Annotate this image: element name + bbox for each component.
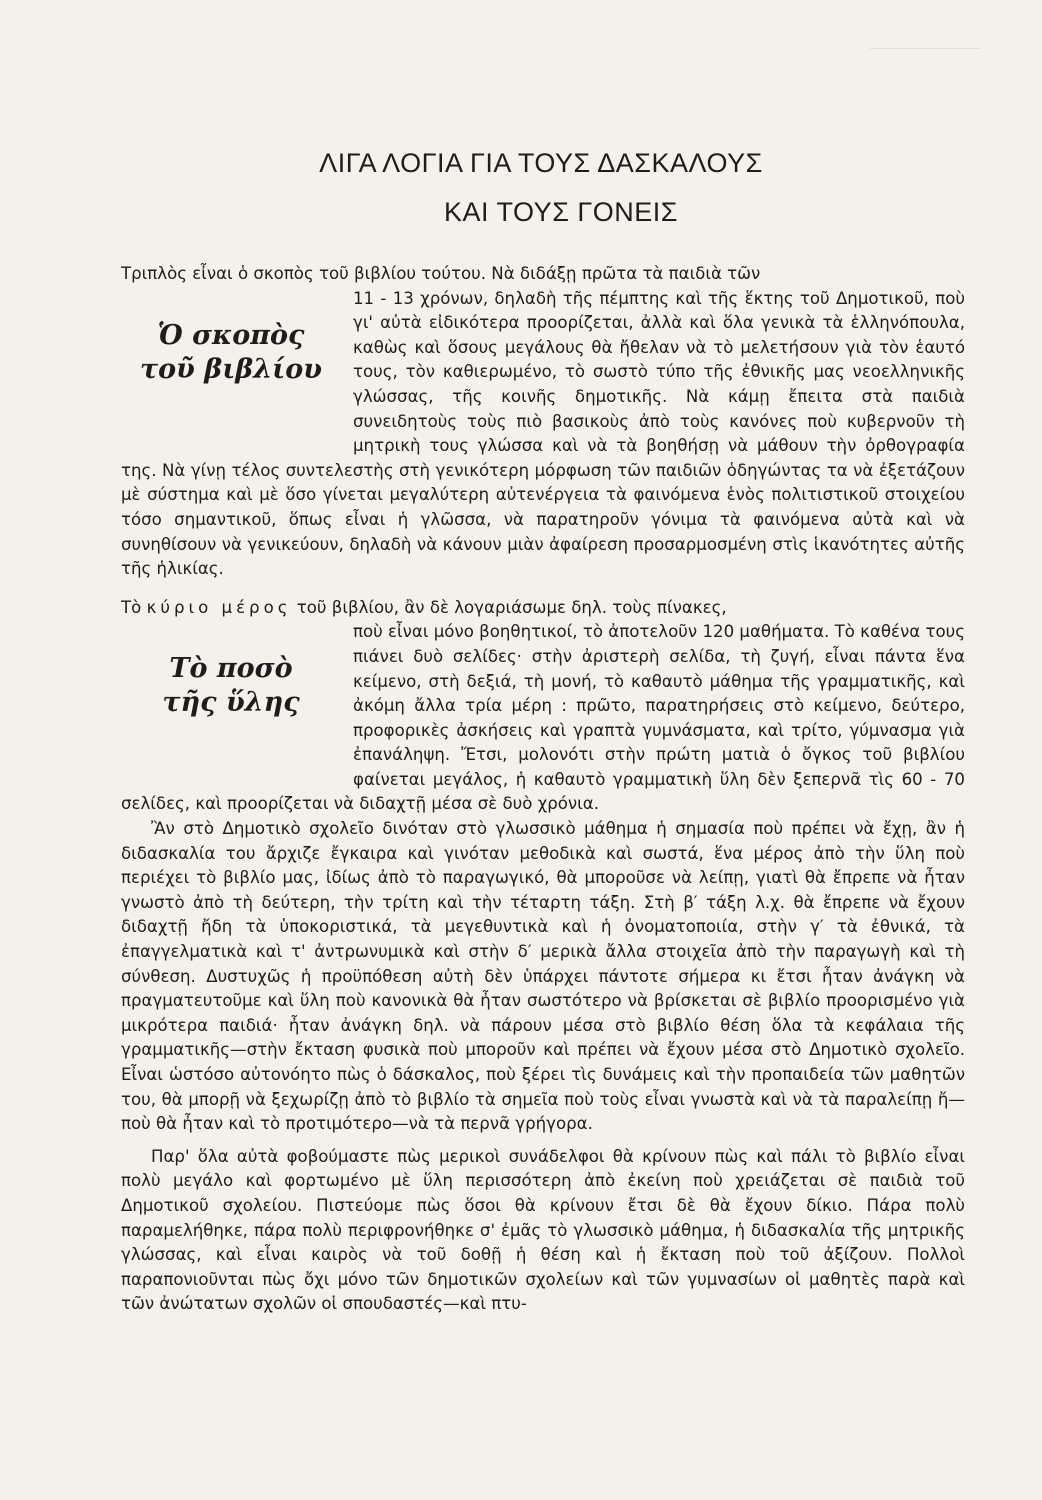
page-title-line-2: ΚΑΙ ΤΟΥΣ ΓΟΝΕΙΣ: [444, 197, 678, 227]
margin-heading-purpose: Ὁ σκοπὸς τοῦ βιβλίου: [140, 319, 322, 385]
section2-spaced-lead: κύριο μέρος: [146, 597, 292, 617]
section2-body: ποὺ εἶναι μόνο βοηθητικοί, τὸ ἀποτελοῦν 120 μαθήματα. Τὸ καθένα τους πιάνει δυὸ σελίδες· στὴν ἀριστερὴ σελίδα, τὴ ζυγή, εἶναι πάντα ἕνα κείμενο, στὴ δεξιά, τὴ μονή, τὸ καθαυτὸ μάθημα τῆς γραμματικῆς, καὶ ἀκόμη ἄλλα τρία μέρη : πρῶτο, παρατηρήσεις στὸ κείμενο, δεύτερο, προφορικὲς ἀσκήσεις καὶ γραπτὰ γυμνάσματα, καὶ τρίτο, γύμνασμα γιὰ ἐπανάληψη. Ἔτσι, μολονότι στὴν πρώτη ματιὰ ὁ ὄγκος τοῦ βιβλίου φαίνεται μεγάλος, ἡ καθαυτὸ γραμματικὴ ὕλη δὲν ξεπερνᾶ τὶς 60 - 70 σελίδες, καὶ προορίζεται νὰ διδαχτῇ μέσα σὲ δυὸ χρόνια.: [121, 622, 965, 814]
section1-body: 11 - 13 χρόνων, δηλαδὴ τῆς πέμπτης καὶ τῆς ἕκτης τοῦ Δημοτικοῦ, ποὺ γι' αὐτὰ εἰδικότερα προορίζεται, ἀλλὰ καὶ ὅλα γενικὰ τὰ ἑλληνόπουλα, καθὼς καὶ ὅσους μεγάλους θὰ ἤθελαν νὰ τὸ μελετήσουν γιὰ τὸν ἑαυτό τους, τὸν καθιερωμένο, τὸ σωστὸ τύπο τῆς ἐθνικῆς μας νεοελληνικῆς γλώσσας, τῆς κοινῆς δημοτικῆς. Νὰ κάμῃ ἔπειτα στὰ παιδιὰ συνειδητοὺς τοὺς πιὸ βασικοὺς ἀπὸ τοὺς κανόνες ποὺ κυβερνοῦν τὴ μητρικὴ τους γλώσσα καὶ νὰ τὰ βοηθήσῃ νὰ μάθουν τὴν ὀρθογραφία της. Νὰ γίνῃ τέλος συντελεστὴς στὴ γενικότερη μόρφωση τῶν παιδιῶν ὁδηγώντας τα νὰ ἐξετάζουν μὲ σύστημα καὶ μὲ ὅσο γίνεται μεγαλύτερη αὐτενέργεια τὰ φαινόμενα ἑνὸς πολιτιστικοῦ στοιχείου τόσο σημαντικοῦ, ὅπως εἶναι ἡ γλῶσσα, νὰ παρατηροῦν γόνιμα τὰ φαινόμενα αὐτὰ καὶ νὰ συνηθίσουν νὰ γενικεύουν, δηλαδὴ νὰ κάνουν μιὰν ἀφαίρεση προσαρμοσμένη στὶς ἱκανότητες αὐτῆς τῆς ἡλικίας.: [121, 288, 965, 579]
section2-paragraph: [121, 620, 965, 817]
bleed-through-mark: [870, 48, 980, 61]
paragraph-3: Ἂν στὸ Δημοτικὸ σχολεῖο δινόταν στὸ γλωσσικὸ μάθημα ἡ σημασία ποὺ πρέπει νὰ ἔχῃ, ἂν ἡ διδασκαλία του ἄρχιζε ἔγκαιρα καὶ γινόταν μεθοδικὰ καὶ σωστά, ἕνα μέρος ἀπὸ τὴν ὕλη ποὺ περιέχει τὸ βιβλίο μας, ἰδίως ἀπὸ τὸ παραγωγικό, θὰ μποροῦσε νὰ λείπῃ, γιατὶ θὰ ἔπρεπε νὰ ἦταν γνωστὸ ἀπὸ τὴ δεύτερη, τὴν τρίτη καὶ τὴν τέταρτη τάξη. Στὴ β′ τάξη λ.χ. θὰ ἔπρεπε νὰ ἔχουν διδαχτῇ ἤδη τὰ ὑποκοριστικά, τὰ μεγεθυντικὰ καὶ ἡ ὀνοματοποιία, στὴν γ′ τὰ ἐθνικά, τὰ ἐπαγγελματικὰ καὶ τ' ἀντρωνυμικὰ καὶ στὴν δ′ μερικὰ ἄλλα στοιχεῖα ἀπὸ τὴν παραγωγὴ καὶ τὴ σύνθεση. Δυστυχῶς ἡ προϋπόθεση αὐτὴ δὲν ὑπάρχει πάντοτε σήμερα κι ἔτσι ἦταν ἀνάγκη νὰ πραγματευτοῦμε καὶ ὕλη ποὺ κανονικὰ θὰ ἦταν σωστότερο νὰ βρίσκεται σὲ βιβλίο προορισμένο γιὰ μικρότερα παιδιά· ἦταν ἀνάγκη δηλ. νὰ πάρουν μέσα στὸ βιβλίο θέση ὅλα τὰ κεφάλαια τῆς γραμματικῆς—στὴν ἔκταση φυσικὰ ποὺ μποροῦν καὶ πρέπει νὰ ἔχουν μέσα στὸ Δημοτικὸ σχολεῖο. Εἶναι ὡστόσο αὐτονόητο πὼς ὁ δάσκαλος, ποὺ ξέρει τὶς δυνάμεις καὶ τὴν προπαιδεία τῶν μαθητῶν του, θὰ μπορῇ νὰ ξεχωρίζῃ ἀπὸ τὸ βιβλίο τὰ σημεῖα ποὺ τοὺς εἶναι γνωστὰ καὶ νὰ τὰ παραλείπῃ ἤ—ποὺ θὰ ἦταν καὶ τὸ προτιμότερο—νὰ τὰ περνᾶ γρήγορα.: [121, 819, 965, 1134]
paragraph-4: Παρ' ὅλα αὐτὰ φοβούμαστε πὼς μερικοὶ συνάδελφοι θὰ κρίνουν πὼς καὶ πάλι τὸ βιβλίο εἶναι πολὺ μεγάλο καὶ φορτωμένο μὲ ὕλη περισσότερη ἀπὸ ἐκείνη ποὺ χρειάζεται σὲ παιδιὰ τοῦ Δημοτικοῦ σχολείου. Πιστεύομε πὼς ὅσοι θὰ κρίνουν ἔτσι δὲ θὰ ἔχουν δίκιο. Πάρα πολὺ παραμελήθηκε, πάρα πολὺ περιφρονήθηκε σ' ἐμᾶς τὸ γλωσσικὸ μάθημα, ἡ διδασκαλία τῆς μητρικῆς γλώσσας, καὶ εἶναι καιρὸς νὰ τοῦ δοθῇ ἡ θέση καὶ ἡ ἔκταση ποὺ τοῦ ἀξίζουν. Πολλοὶ παραπονιοῦνται πὼς ὄχι μόνο τῶν δημοτικῶν σχολείων καὶ τῶν γυμνασίων οἱ μαθητὲς παρὰ καὶ τῶν ἀνώτατων σχολῶν οἱ σπουδαστές—καὶ πτυ-: [121, 1146, 965, 1314]
section1-paragraph: [121, 287, 965, 582]
body-text: [121, 262, 965, 1317]
section1-first-line: Τριπλὸς εἶναι ὁ σκοπὸς τοῦ βιβλίου τούτου. Νὰ διδάξῃ πρῶτα τὰ παιδιὰ τῶν: [121, 264, 761, 283]
margin-heading-amount: Τὸ ποσὸ τῆς ὕλης: [162, 653, 300, 719]
section2-first-line: Τὸ κύριο μέρος τοῦ βιβλίου, ἂν δὲ λογαριάσωμε δηλ. τοὺς πίνακες,: [121, 597, 727, 617]
page-title-line-1: ΛΙΓΑ ΛΟΓΙΑ ΓΙΑ ΤΟΥΣ ΔΑΣΚΑΛΟΥΣ: [319, 148, 763, 178]
